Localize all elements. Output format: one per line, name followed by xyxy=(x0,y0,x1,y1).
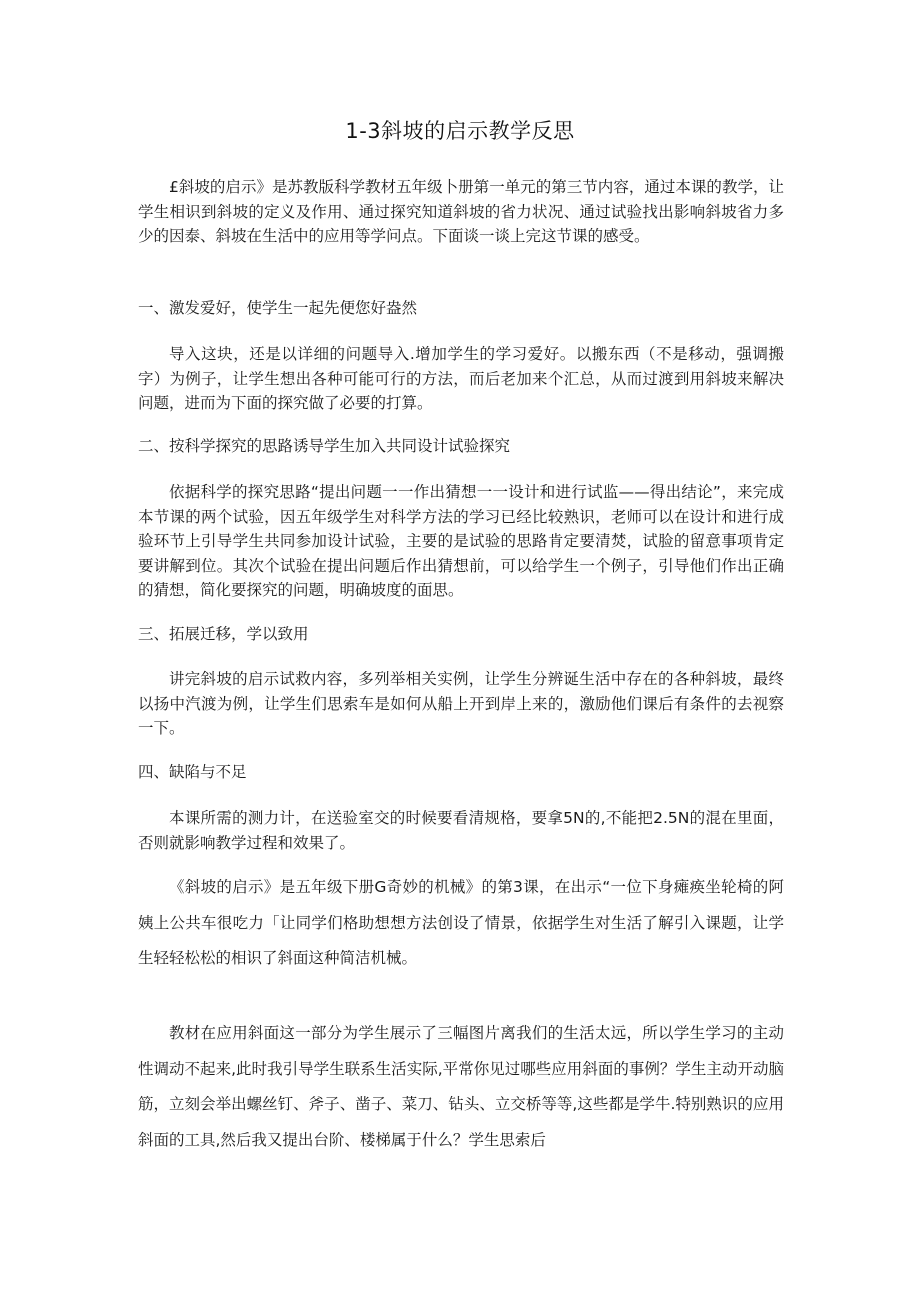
section-3-body: 讲完斜坡的启示试救内容，多列举相关实例，让学生分辨诞生活中存在的各种斜坡，最终以扬中汽渡为例，让学生们思索车是如何从船上开到岸上来的，激励他们课后有条件的去视察一下。 xyxy=(138,670,784,738)
section-1-body: 导入这块，还是以详细的问题导入.增加学生的学习爱好。以搬东西（不是移动，强调搬字）为例子，让学生想出各种可能可行的方法，而后老加来个汇总，从而过渡到用斜坡来解决问题，进而为下面的探究做了必要的打算。 xyxy=(138,345,784,413)
section-4-body: 本课所需的测力计，在送验室交的时候要看清规格，要拿5N的,不能把2.5N的混在里面，否则就影响教学过程和效果了。 xyxy=(138,809,784,852)
section-2-body: 依据科学的探究思路“提出问题一一作出猜想一一设计和进行试监——得出结论”，来完成本节课的两个试验，因五年级学生对科学方法的学习已经比较熟识，老师可以在设计和进行成验环节上引导学生共同参加设计试验，主要的是试验的思路肯定要清焚，试脸的留意事项肯定要讲解到位。其次个试验在提出问题后作出猜想前，可以给学生一个例子，引导他们作出正确的猜想，简化要探究的问题，明确坡度的面思。 xyxy=(138,483,784,600)
final-paragraph: 教材在应用斜面这一部分为学生展示了三幅图片离我们的生活太远，所以学生学习的主动性调动不起来,此时我引导学生联系生活实际,平常你见过哪些应用斜面的事例？学生主动开动脑筋，立刻会举出螺丝钉、斧子、凿子、菜刀、钻头、立交桥等等,这些都是学牛.特别熟识的应用斜面的工具,然后我又提出台阶、楼梯属于什么？学生思索后 xyxy=(138,1024,784,1149)
section-3-heading: 三、拓展迁移，学以致用 xyxy=(138,625,309,643)
section-4-heading: 四、缺陷与不足 xyxy=(138,763,247,781)
intro-paragraph: £斜坡的启示》是苏教版科学教材五年级卜册第一单元的第三节内容，通过本课的教学，让学生相识到斜坡的定义及作用、通过探究知道斜坡的省力状况、通过试验找出影响斜坡省力多少的因泰、斜坡在生活中的应用等学问点。下面谈一谈上完这节课的感受。 xyxy=(138,178,784,246)
section-1-heading: 一、激发爱好，使学生一起先便您好盎然 xyxy=(138,299,418,317)
extra-paragraph: 《斜坡的启示》是五年级下册G奇妙的机械》的第3课，在出示“一位下身瘫痪坐轮椅的阿姨上公共车很吃力「让同学们格助想想方法创设了情景，依据学生对生活了解引入课题，让学生轻轻松松的相识了斜面这种简洁机械。 xyxy=(138,878,784,967)
section-2-heading: 二、按科学探究的思路诱导学生加入共同设计试验探究 xyxy=(138,437,511,455)
document-title: 1-3斜坡的启示教学反思 xyxy=(345,119,575,143)
